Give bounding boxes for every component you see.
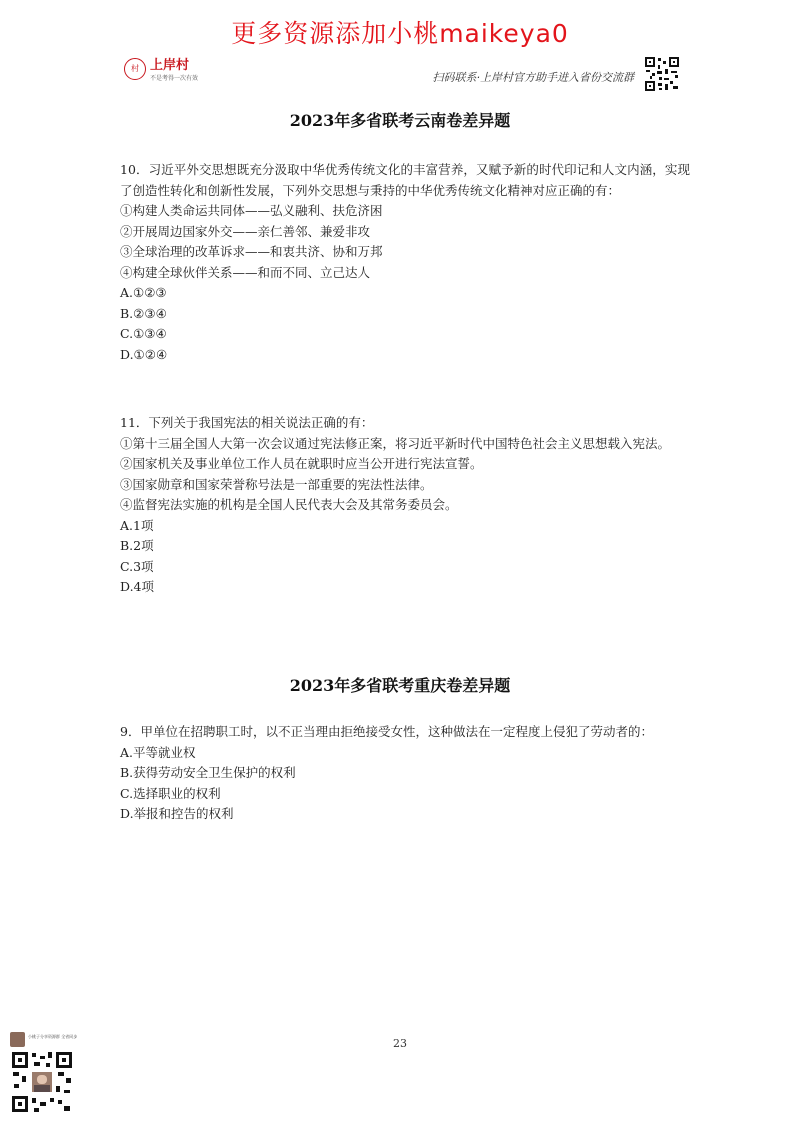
answer-option: A.①②③ [120,285,167,300]
question-stem: 9．甲单位在招聘职工时，以不正当理由拒绝接受女性，这种做法在一定程度上侵犯了劳动者的： [120,724,653,739]
brand-slogan: 不是考得一次有效 [150,75,199,82]
statement-item: ②国家机关及事业单位工作人员在就职时应当公开进行宪法宣誓。 [120,456,483,471]
question-9 [120,722,690,825]
avatar [10,1032,25,1047]
answer-option: C.3项 [120,558,154,574]
answer-option: C.选择职业的权利 [120,785,221,801]
header-caption: 扫码联系·上岸村官方助手进入省份交流群 [432,71,634,84]
statement-item: ③国家勋章和国家荣誉称号法是一部重要的宪法性法律。 [120,476,433,492]
brand-name: 上岸村 [150,58,190,73]
answer-option: C.①③④ [120,326,167,341]
answer-option: D.4项 [120,579,155,594]
question-10 [120,160,690,365]
answer-option: A.1项 [120,517,154,533]
watermark-banner: 更多资源添加小桃maikeya0 [231,19,569,48]
answer-option: D.举报和控告的权利 [120,806,234,821]
answer-option: B.2项 [120,538,154,553]
answer-option: A.平等就业权 [120,744,196,760]
statement-item: ④构建全球伙伴关系——和而不同、立己达人 [120,264,371,280]
qr-code-icon [644,56,680,92]
question-11 [120,413,690,598]
contact-card [10,1032,90,1127]
statement-item: ①构建人类命运共同体——弘义融利、扶危济困 [120,203,383,218]
page-header [124,56,680,100]
answer-option: B.获得劳动安全卫生保护的权利 [120,765,296,780]
brand-seal-icon: 村 [124,58,146,80]
section-title-yunnan: 2023年多省联考云南卷差异题 [289,111,511,130]
statement-item: ②开展周边国家外交——亲仁善邻、兼爱非攻 [120,223,371,239]
question-stem: 10．习近平外交思想既充分汲取中华优秀传统文化的丰富营养，又赋予新的时代印记和人文内涵，实现了创造性转化和创新性发展，下列外交思想与秉持的中华优秀传统文化精神对应正确的有： [120,162,690,198]
contact-caption: 小桃子分享资源群 全省同步 [28,1034,78,1039]
statement-item: ③全球治理的改革诉求——和衷共济、协和万邦 [120,244,383,259]
brand-logo [124,58,198,92]
statement-item: ①第十三届全国人大第一次会议通过宪法修正案，将习近平新时代中国特色社会主义思想载入宪法。 [120,435,671,451]
page-number: 23 [393,1037,407,1050]
question-stem: 11．下列关于我国宪法的相关说法正确的有： [120,415,374,430]
answer-option: D.①②④ [120,346,168,362]
statement-item: ④监督宪法实施的机构是全国人民代表大会及其常务委员会。 [120,497,458,512]
section-title-chongqing: 2023年多省联考重庆卷差异题 [289,676,511,695]
answer-option: B.②③④ [120,305,167,321]
qr-code-icon [10,1050,74,1114]
